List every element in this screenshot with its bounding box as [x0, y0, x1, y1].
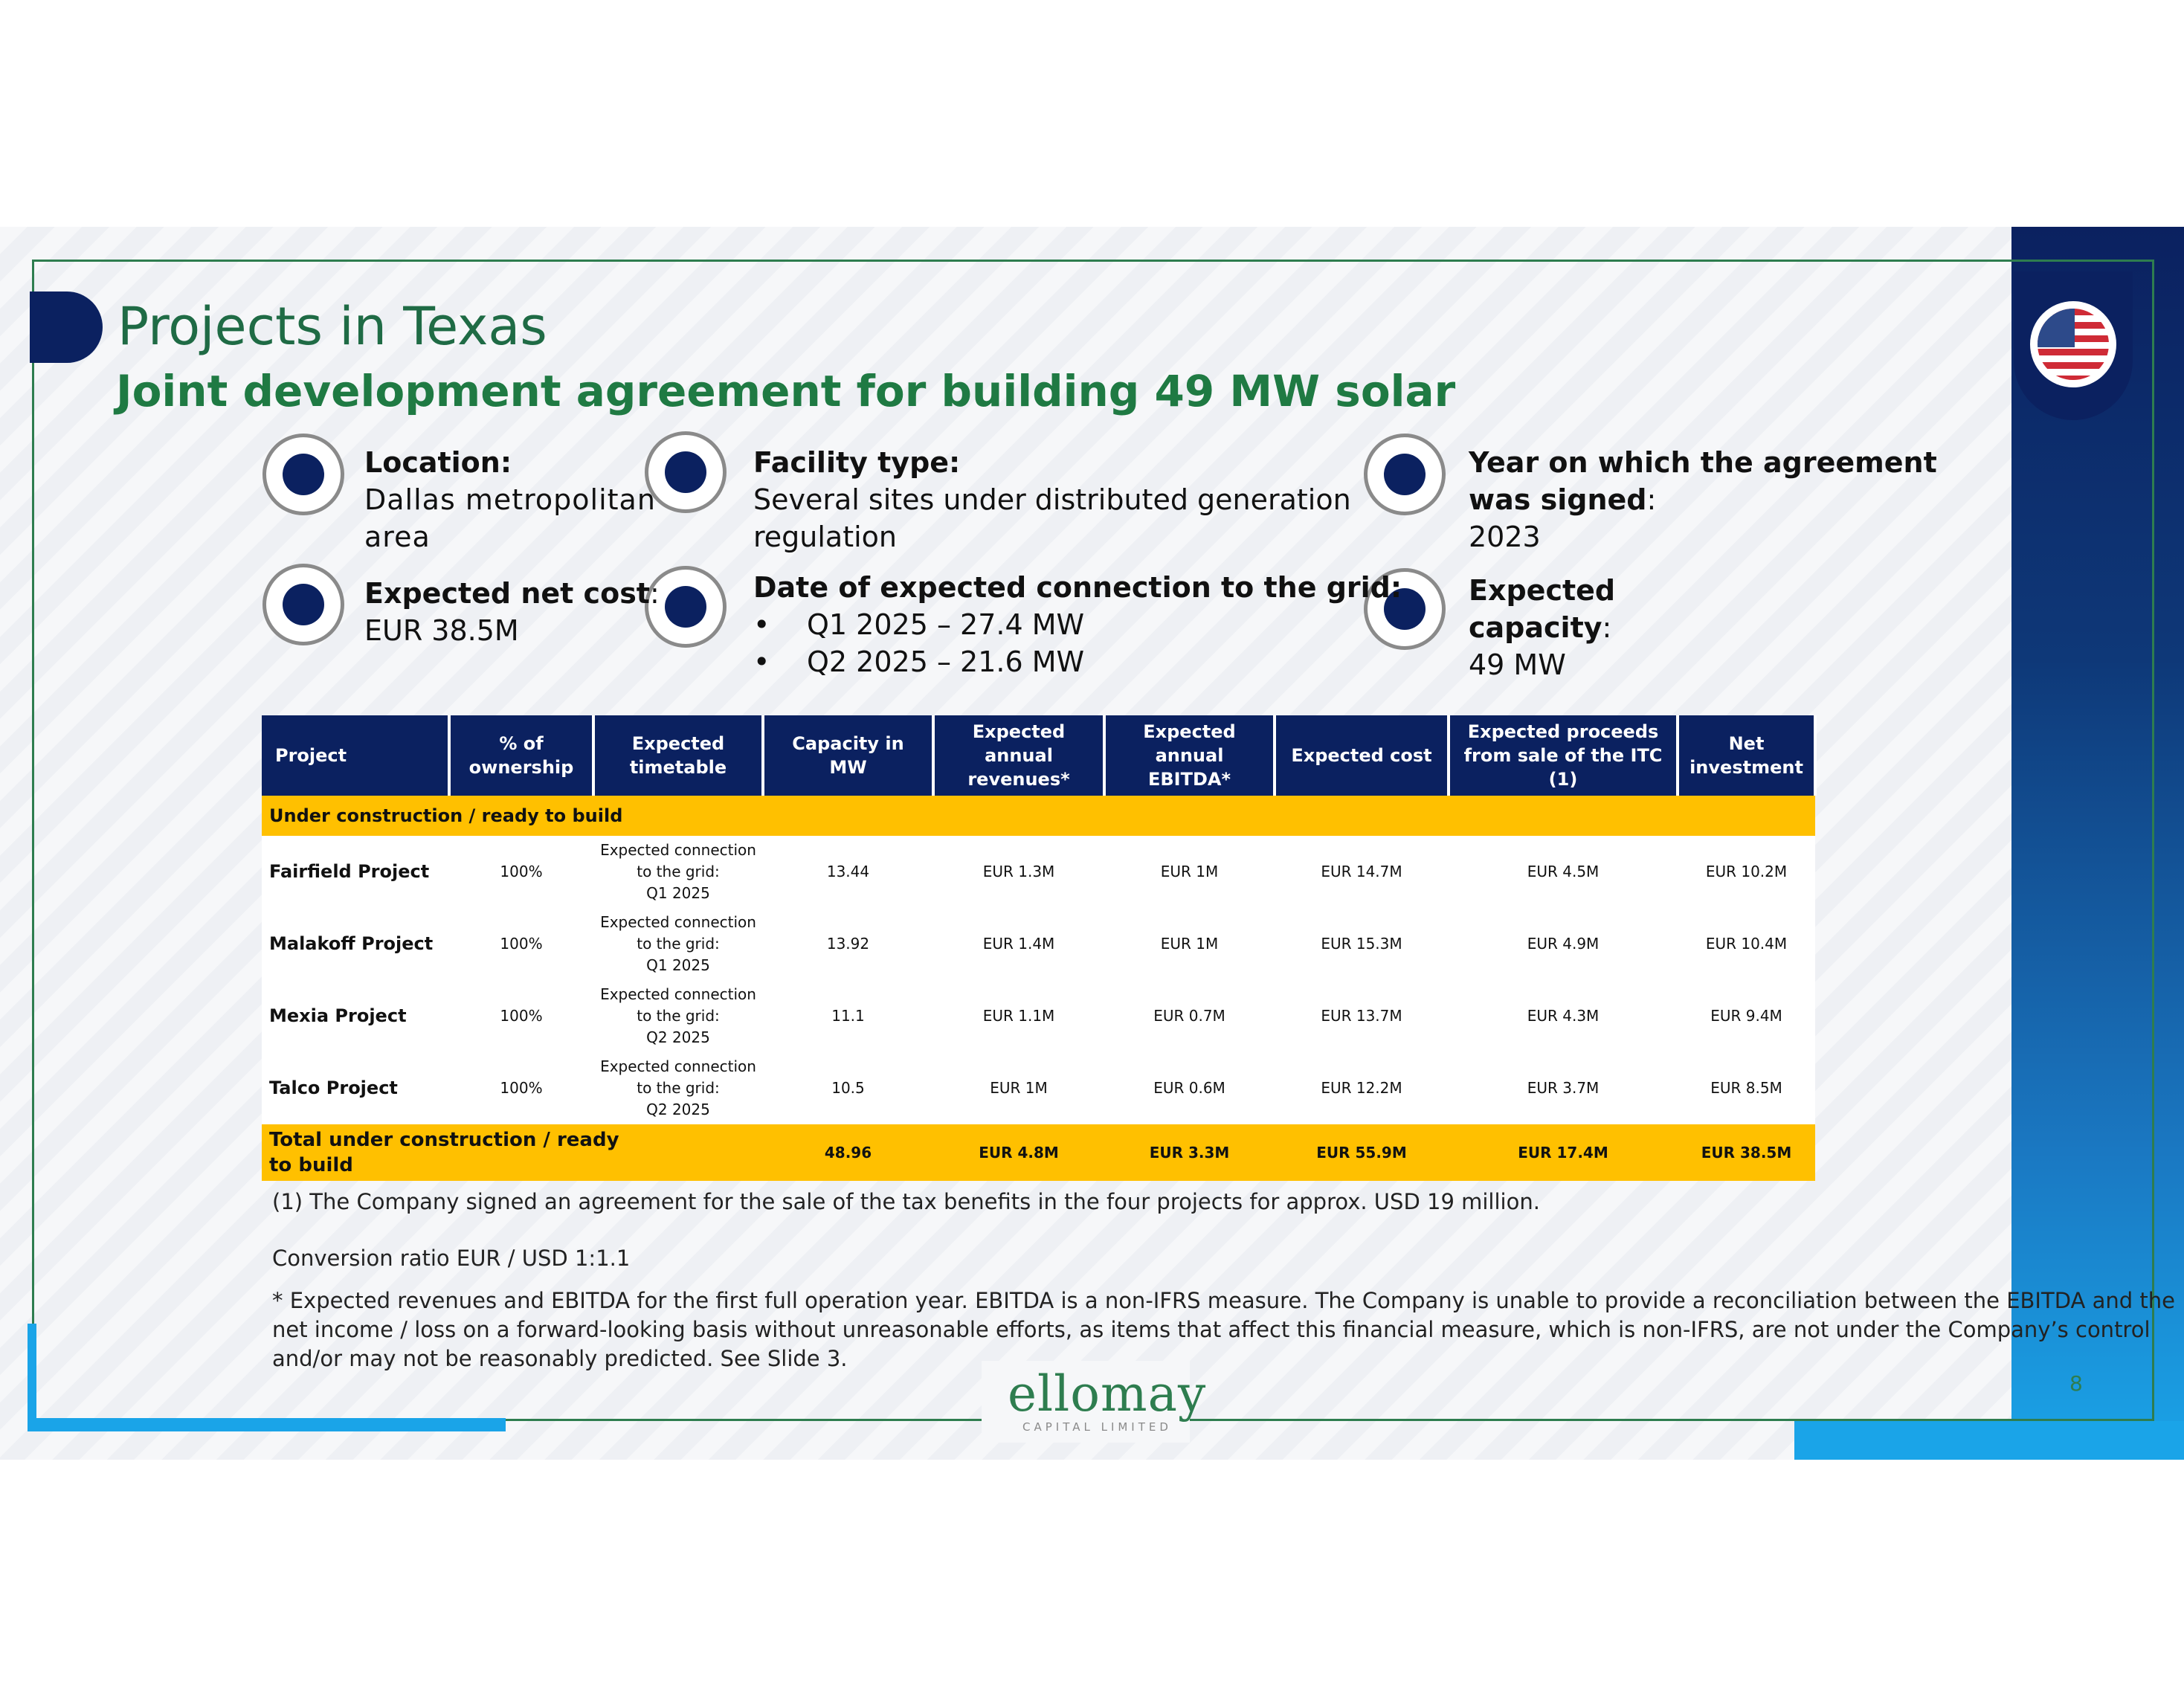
timetable-line: Expected connection — [600, 1057, 756, 1075]
ownership-cell: 100% — [449, 908, 593, 980]
timetable-line: to the grid: — [637, 935, 720, 953]
timetable-line: to the grid: — [637, 1079, 720, 1097]
total-ebitda: EUR 3.3M — [1104, 1124, 1275, 1181]
revenues-cell: EUR 1.3M — [933, 836, 1104, 908]
ownership-cell: 100% — [449, 980, 593, 1052]
net-cost-value: EUR 38.5M — [364, 614, 519, 647]
title-marker — [30, 291, 103, 363]
year-colon: : — [1646, 483, 1657, 516]
capacity-info — [1469, 572, 1615, 683]
facility-info — [753, 444, 1351, 555]
location-value-2: area — [364, 521, 431, 553]
net-cost-label: Expected net cost — [364, 577, 650, 610]
page-subtitle: Joint development agreement for building 49 MW solar — [116, 366, 1456, 416]
total-revenues: EUR 4.8M — [933, 1124, 1104, 1181]
total-net-investment: EUR 38.5M — [1678, 1124, 1815, 1181]
timetable-line: to the grid: — [637, 863, 720, 880]
itc-cell: EUR 3.7M — [1449, 1052, 1678, 1124]
section-label: Under construction / ready to build — [262, 796, 1815, 836]
timetable-line: Expected connection — [600, 841, 756, 859]
connection-item: • Q1 2025 – 27.4 MW — [753, 606, 1402, 643]
facility-label: Facility type: — [753, 446, 961, 479]
ebitda-cell: EUR 1M — [1104, 836, 1275, 908]
disclaimer — [272, 1286, 2175, 1373]
connection-info — [753, 569, 1402, 680]
capacity-colon: : — [1602, 611, 1612, 644]
net-investment-cell: EUR 10.2M — [1678, 836, 1815, 908]
country-badge — [2014, 271, 2133, 420]
bottom-left-accent-bar — [28, 1418, 506, 1431]
location-value: Dallas metropolitan — [364, 483, 656, 516]
project-name: Fairfield Project — [262, 836, 449, 908]
ebitda-cell: EUR 0.6M — [1104, 1052, 1275, 1124]
location-icon — [262, 434, 344, 515]
table-row — [262, 980, 1815, 1052]
capacity-value: 49 MW — [1469, 648, 1566, 681]
facility-value-2: regulation — [753, 521, 898, 553]
total-label-line: Total under construction / ready — [269, 1129, 619, 1151]
year-info — [1469, 444, 1937, 555]
header-revenues: Expected annual revenues* — [933, 715, 1104, 796]
capacity-label: Expected — [1469, 574, 1616, 607]
itc-cell: EUR 4.3M — [1449, 980, 1678, 1052]
revenues-cell: EUR 1.1M — [933, 980, 1104, 1052]
capacity-label-2: capacity — [1469, 611, 1602, 644]
capacity-cell: 11.1 — [763, 980, 933, 1052]
timetable-cell — [593, 836, 763, 908]
capacity-cell: 13.92 — [763, 908, 933, 980]
year-signed-icon — [1364, 434, 1446, 515]
left-accent-bar — [28, 1324, 36, 1431]
projects-table — [262, 715, 1817, 1181]
itc-cell: EUR 4.9M — [1449, 908, 1678, 980]
connection-label: Date of expected connection to the grid: — [753, 571, 1402, 604]
page-number: 8 — [2069, 1371, 2083, 1396]
section-row — [262, 796, 1815, 836]
project-name: Malakoff Project — [262, 908, 449, 980]
connection-item: • Q2 2025 – 21.6 MW — [753, 643, 1402, 680]
facility-value: Several sites under distributed generation — [753, 483, 1351, 516]
net-investment-cell: EUR 8.5M — [1678, 1052, 1815, 1124]
cost-cell: EUR 15.3M — [1275, 908, 1449, 980]
ebitda-cell: EUR 1M — [1104, 908, 1275, 980]
total-itc: EUR 17.4M — [1449, 1124, 1678, 1181]
total-label — [262, 1124, 763, 1181]
cost-cell: EUR 14.7M — [1275, 836, 1449, 908]
total-cost: EUR 55.9M — [1275, 1124, 1449, 1181]
table-row — [262, 1052, 1815, 1124]
timetable-line: to the grid: — [637, 1007, 720, 1025]
revenues-cell: EUR 1M — [933, 1052, 1104, 1124]
timetable-cell — [593, 908, 763, 980]
cost-cell: EUR 12.2M — [1275, 1052, 1449, 1124]
year-value: 2023 — [1469, 521, 1541, 553]
timetable-line: Expected connection — [600, 985, 756, 1003]
ebitda-cell: EUR 0.7M — [1104, 980, 1275, 1052]
timetable-line: Q2 2025 — [646, 1028, 710, 1046]
table-row — [262, 908, 1815, 980]
bottom-right-accent-bar — [1794, 1421, 2184, 1460]
net-cost-info — [364, 575, 660, 649]
header-cost: Expected cost — [1275, 715, 1449, 796]
location-info — [364, 444, 656, 555]
timetable-line: Q1 2025 — [646, 956, 710, 974]
timetable-cell — [593, 980, 763, 1052]
disclaimer-line: net income / loss on a forward-looking basis without unreasonable efforts, as items that affect this financial measure, which is non-IFRS, are not under the Company’s control — [272, 1317, 2151, 1342]
total-capacity: 48.96 — [763, 1124, 933, 1181]
total-label-line: to build — [269, 1154, 353, 1176]
itc-cell: EUR 4.5M — [1449, 836, 1678, 908]
net-cost-colon: : — [649, 577, 660, 610]
timetable-line: Expected connection — [600, 913, 756, 931]
year-label: Year on which the agreement — [1469, 446, 1937, 479]
header-ownership: % of ownership — [449, 715, 593, 796]
footnote: (1) The Company signed an agreement for the sale of the tax benefits in the four projects for approx. USD 19 million. — [272, 1189, 1540, 1214]
capacity-cell: 13.44 — [763, 836, 933, 908]
cost-cell: EUR 13.7M — [1275, 980, 1449, 1052]
disclaimer-line: and/or may not be reasonably predicted. See Slide 3. — [272, 1346, 848, 1371]
capacity-cell: 10.5 — [763, 1052, 933, 1124]
header-ebitda: Expected annual EBITDA* — [1104, 715, 1275, 796]
company-logo-subtitle: CAPITAL LIMITED — [1022, 1420, 1172, 1434]
revenues-cell: EUR 1.4M — [933, 908, 1104, 980]
header-capacity: Capacity in MW — [763, 715, 933, 796]
timetable-line: Q2 2025 — [646, 1101, 710, 1118]
ownership-cell: 100% — [449, 836, 593, 908]
us-flag-icon — [2038, 309, 2109, 380]
table-row — [262, 836, 1815, 908]
company-logo: ellomay — [1008, 1365, 1207, 1423]
project-name: Talco Project — [262, 1052, 449, 1124]
disclaimer-line: * Expected revenues and EBITDA for the first full operation year. EBITDA is a non-IFRS measure. The Company is unable to provide a reconciliation between the EBITDA and the — [272, 1288, 2175, 1313]
project-name: Mexia Project — [262, 980, 449, 1052]
timetable-cell — [593, 1052, 763, 1124]
net-investment-cell: EUR 10.4M — [1678, 908, 1815, 980]
location-label: Location: — [364, 446, 512, 479]
conversion-note: Conversion ratio EUR / USD 1:1.1 — [272, 1246, 631, 1271]
header-project: Project — [262, 715, 449, 796]
header-net-investment: Net investment — [1678, 715, 1815, 796]
net-cost-icon — [262, 564, 344, 645]
year-label-2: was signed — [1469, 483, 1647, 516]
timetable-line: Q1 2025 — [646, 884, 710, 902]
table-header-row — [262, 715, 1815, 796]
net-investment-cell: EUR 9.4M — [1678, 980, 1815, 1052]
ownership-cell: 100% — [449, 1052, 593, 1124]
page-title: Projects in Texas — [117, 296, 547, 357]
header-itc-proceeds: Expected proceeds from sale of the ITC (1) — [1449, 715, 1678, 796]
total-row — [262, 1124, 1815, 1181]
header-timetable: Expected timetable — [593, 715, 763, 796]
facility-type-icon — [645, 431, 727, 513]
